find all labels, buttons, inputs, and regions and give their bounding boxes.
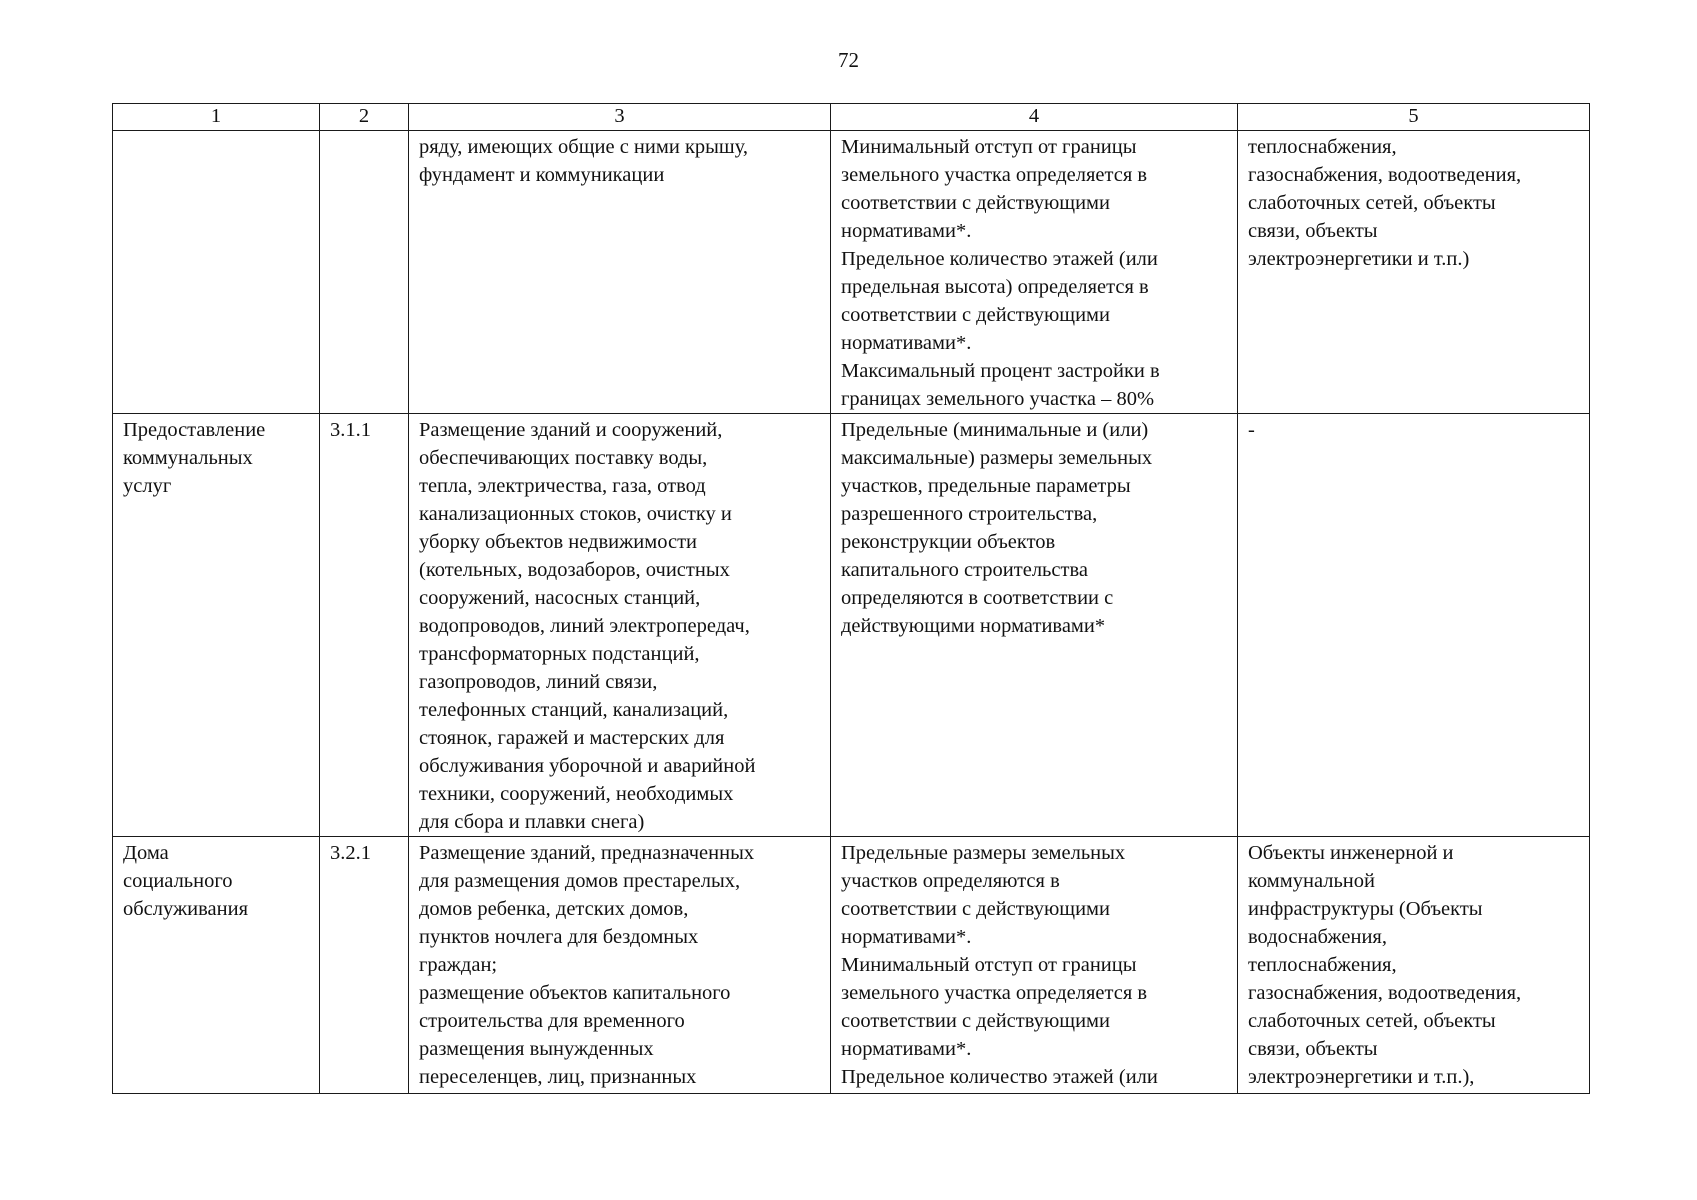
regulations-table [112, 103, 1590, 1094]
use-description: Размещение зданий и сооружений, обеспечивающих поставку воды, тепла, электричества, газа, отвод канализационных стоков, очистку и уборку объектов недвижимости (котельных, водозаборов, очистных сооружений, насосных станций, водопроводов, линий электропередач, трансформаторных подстанций, газопроводов, линий связи, телефонных станций, канализаций, стоянок, гаражей и мастерских для обслуживания уборочной и аварийной техники, сооружений, необходимых для сбора и плавки снега) [419, 419, 756, 833]
use-code-cell [320, 414, 409, 837]
use-parameters: Предельные (минимальные и (или) максимальные) размеры земельных участков, предельные параметры разрешенного строительства, реконструкции объектов капитального строительства определяются в соответствии с действующими нормативами* [841, 419, 1153, 637]
use-description-cell [409, 414, 831, 837]
auxiliary-objects: - [1248, 419, 1255, 441]
use-code: 3.2.1 [330, 842, 371, 864]
use-description-cell [409, 837, 831, 1094]
auxiliary-objects-cell [1238, 414, 1590, 837]
use-description: ряду, имеющих общие с ними крышу, фундамент и коммуникации [419, 136, 749, 186]
auxiliary-objects: теплоснабжения, газоснабжения, водоотведения, слаботочных сетей, объекты связи, объекты электроэнергетики и т.п.) [1248, 136, 1522, 270]
table-row [113, 131, 1590, 414]
column-header-4: 4 [831, 104, 1238, 131]
use-parameters: Минимальный отступ от границы земельного участка определяется в соответствии с действующими нормативами*. Предельное количество этажей (или предельная высота) определяется в соответствии с действующими нормативами*. Максимальный процент застройки в границах земельного участка – 80% [841, 136, 1160, 410]
use-description: Размещение зданий, предназначенных для размещения домов престарелых, домов ребенка, детских домов, пунктов ночлега для бездомных граждан; размещение объектов капитального строительства для временного размещения вынужденных переселенцев, лиц, признанных [419, 842, 755, 1088]
use-name-cell [113, 131, 320, 414]
use-code-cell [320, 131, 409, 414]
use-name-cell [113, 414, 320, 837]
auxiliary-objects-cell [1238, 131, 1590, 414]
header-row [113, 104, 1590, 131]
auxiliary-objects: Объекты инженерной и коммунальной инфраструктуры (Объекты водоснабжения, теплоснабжения, газоснабжения, водоотведения, слаботочных сетей, объекты связи, объекты электроэнергетики и т.п.), [1248, 842, 1522, 1088]
use-parameters-cell [831, 131, 1238, 414]
use-code: 3.1.1 [330, 419, 371, 441]
column-header-1: 1 [113, 104, 320, 131]
use-parameters: Предельные размеры земельных участков определяются в соответствии с действующими нормативами*. Минимальный отступ от границы земельного участка определяется в соответствии с действующими нормативами*. Предельное количество этажей (или [841, 842, 1158, 1088]
use-name: Дома социального обслуживания [123, 842, 249, 920]
use-name: Предоставление коммунальных услуг [123, 419, 266, 497]
page-number: 72 [838, 48, 859, 72]
auxiliary-objects-cell [1238, 837, 1590, 1094]
use-name-cell [113, 837, 320, 1094]
use-code-cell [320, 837, 409, 1094]
column-header-2: 2 [320, 104, 409, 131]
column-header-5: 5 [1238, 104, 1590, 131]
use-parameters-cell [831, 837, 1238, 1094]
column-header-3: 3 [409, 104, 831, 131]
table-row [113, 837, 1590, 1094]
use-parameters-cell [831, 414, 1238, 837]
use-description-cell [409, 131, 831, 414]
table-row [113, 414, 1590, 837]
